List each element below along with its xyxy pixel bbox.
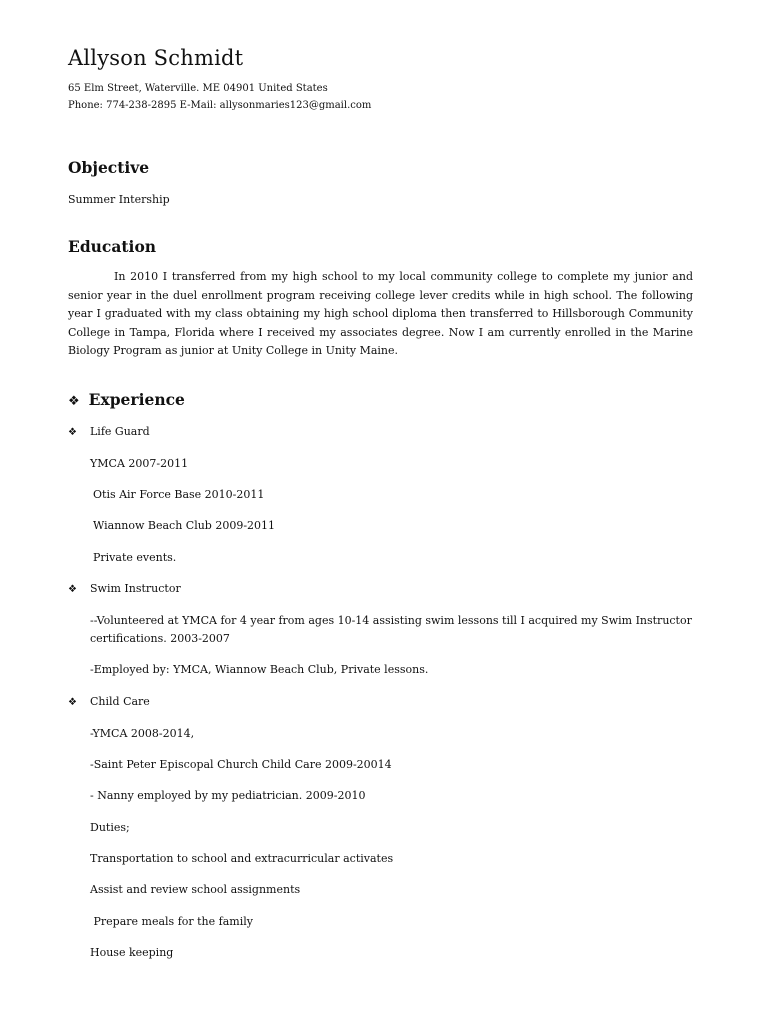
experience-heading-label: Experience xyxy=(88,390,185,409)
child-care-line: Prepare meals for the family xyxy=(90,915,253,928)
child-care-line: -YMCA 2008-2014, xyxy=(90,727,195,740)
objective-heading: Objective xyxy=(68,158,150,177)
child-care-line: Duties; xyxy=(90,821,130,834)
life-guard-line: Wiannow Beach Club 2009-2011 xyxy=(93,519,276,532)
phone-email-line: Phone: 774-238-2895 E-Mail: allysonmaries123@gmail.com xyxy=(68,100,372,111)
swim-employed-text: -Employed by: YMCA, Wiannow Beach Club, Private lessons. xyxy=(90,663,429,676)
life-guard-line: Private events. xyxy=(93,551,177,564)
education-heading: Education xyxy=(68,237,157,256)
life-guard-item xyxy=(68,425,150,438)
diamond-bullet-icon: ❖ xyxy=(68,584,77,595)
swim-instructor-item xyxy=(68,582,181,595)
diamond-bullet-icon: ❖ xyxy=(68,394,80,409)
life-guard-line: YMCA 2007-2011 xyxy=(90,457,189,470)
life-guard-title: Life Guard xyxy=(90,425,150,438)
child-care-item xyxy=(68,695,150,708)
child-care-line: Assist and review school assignments xyxy=(90,883,301,896)
swim-volunteer-text: --Volunteered at YMCA for 4 year from ages 10-14 assisting swim lessons till I acquired my Swim Instructor certifications. 2003-2007 xyxy=(90,614,692,645)
objective-text: Summer Intership xyxy=(68,193,170,206)
child-care-line: House keeping xyxy=(90,946,174,959)
child-care-line: -Saint Peter Episcopal Church Child Care 2009-20014 xyxy=(90,758,392,771)
child-care-line: - Nanny employed by my pediatrician. 2009-2010 xyxy=(90,789,366,802)
education-paragraph: In 2010 I transferred from my high school to my local community college to complete my junior and senior year in the duel enrollment program receiving college lever credits while in high school. The following year I graduated with my class obtaining my high school diploma then transferred to Hillsborough Community College in Tampa, Florida where I received my associates degree. Now I am currently enrolled in the Marine Biology Program as junior at Unity College in Unity Maine. xyxy=(68,270,693,358)
life-guard-line: Otis Air Force Base 2010-2011 xyxy=(93,488,265,501)
diamond-bullet-icon: ❖ xyxy=(68,427,77,438)
applicant-name: Allyson Schmidt xyxy=(68,46,244,70)
address-line: 65 Elm Street, Waterville. ME 04901 United States xyxy=(68,83,328,94)
experience-heading xyxy=(68,390,185,409)
child-care-title: Child Care xyxy=(90,695,150,708)
child-care-line: Transportation to school and extracurricular activates xyxy=(90,852,394,865)
swim-instructor-title: Swim Instructor xyxy=(90,582,181,595)
diamond-bullet-icon: ❖ xyxy=(68,697,77,708)
